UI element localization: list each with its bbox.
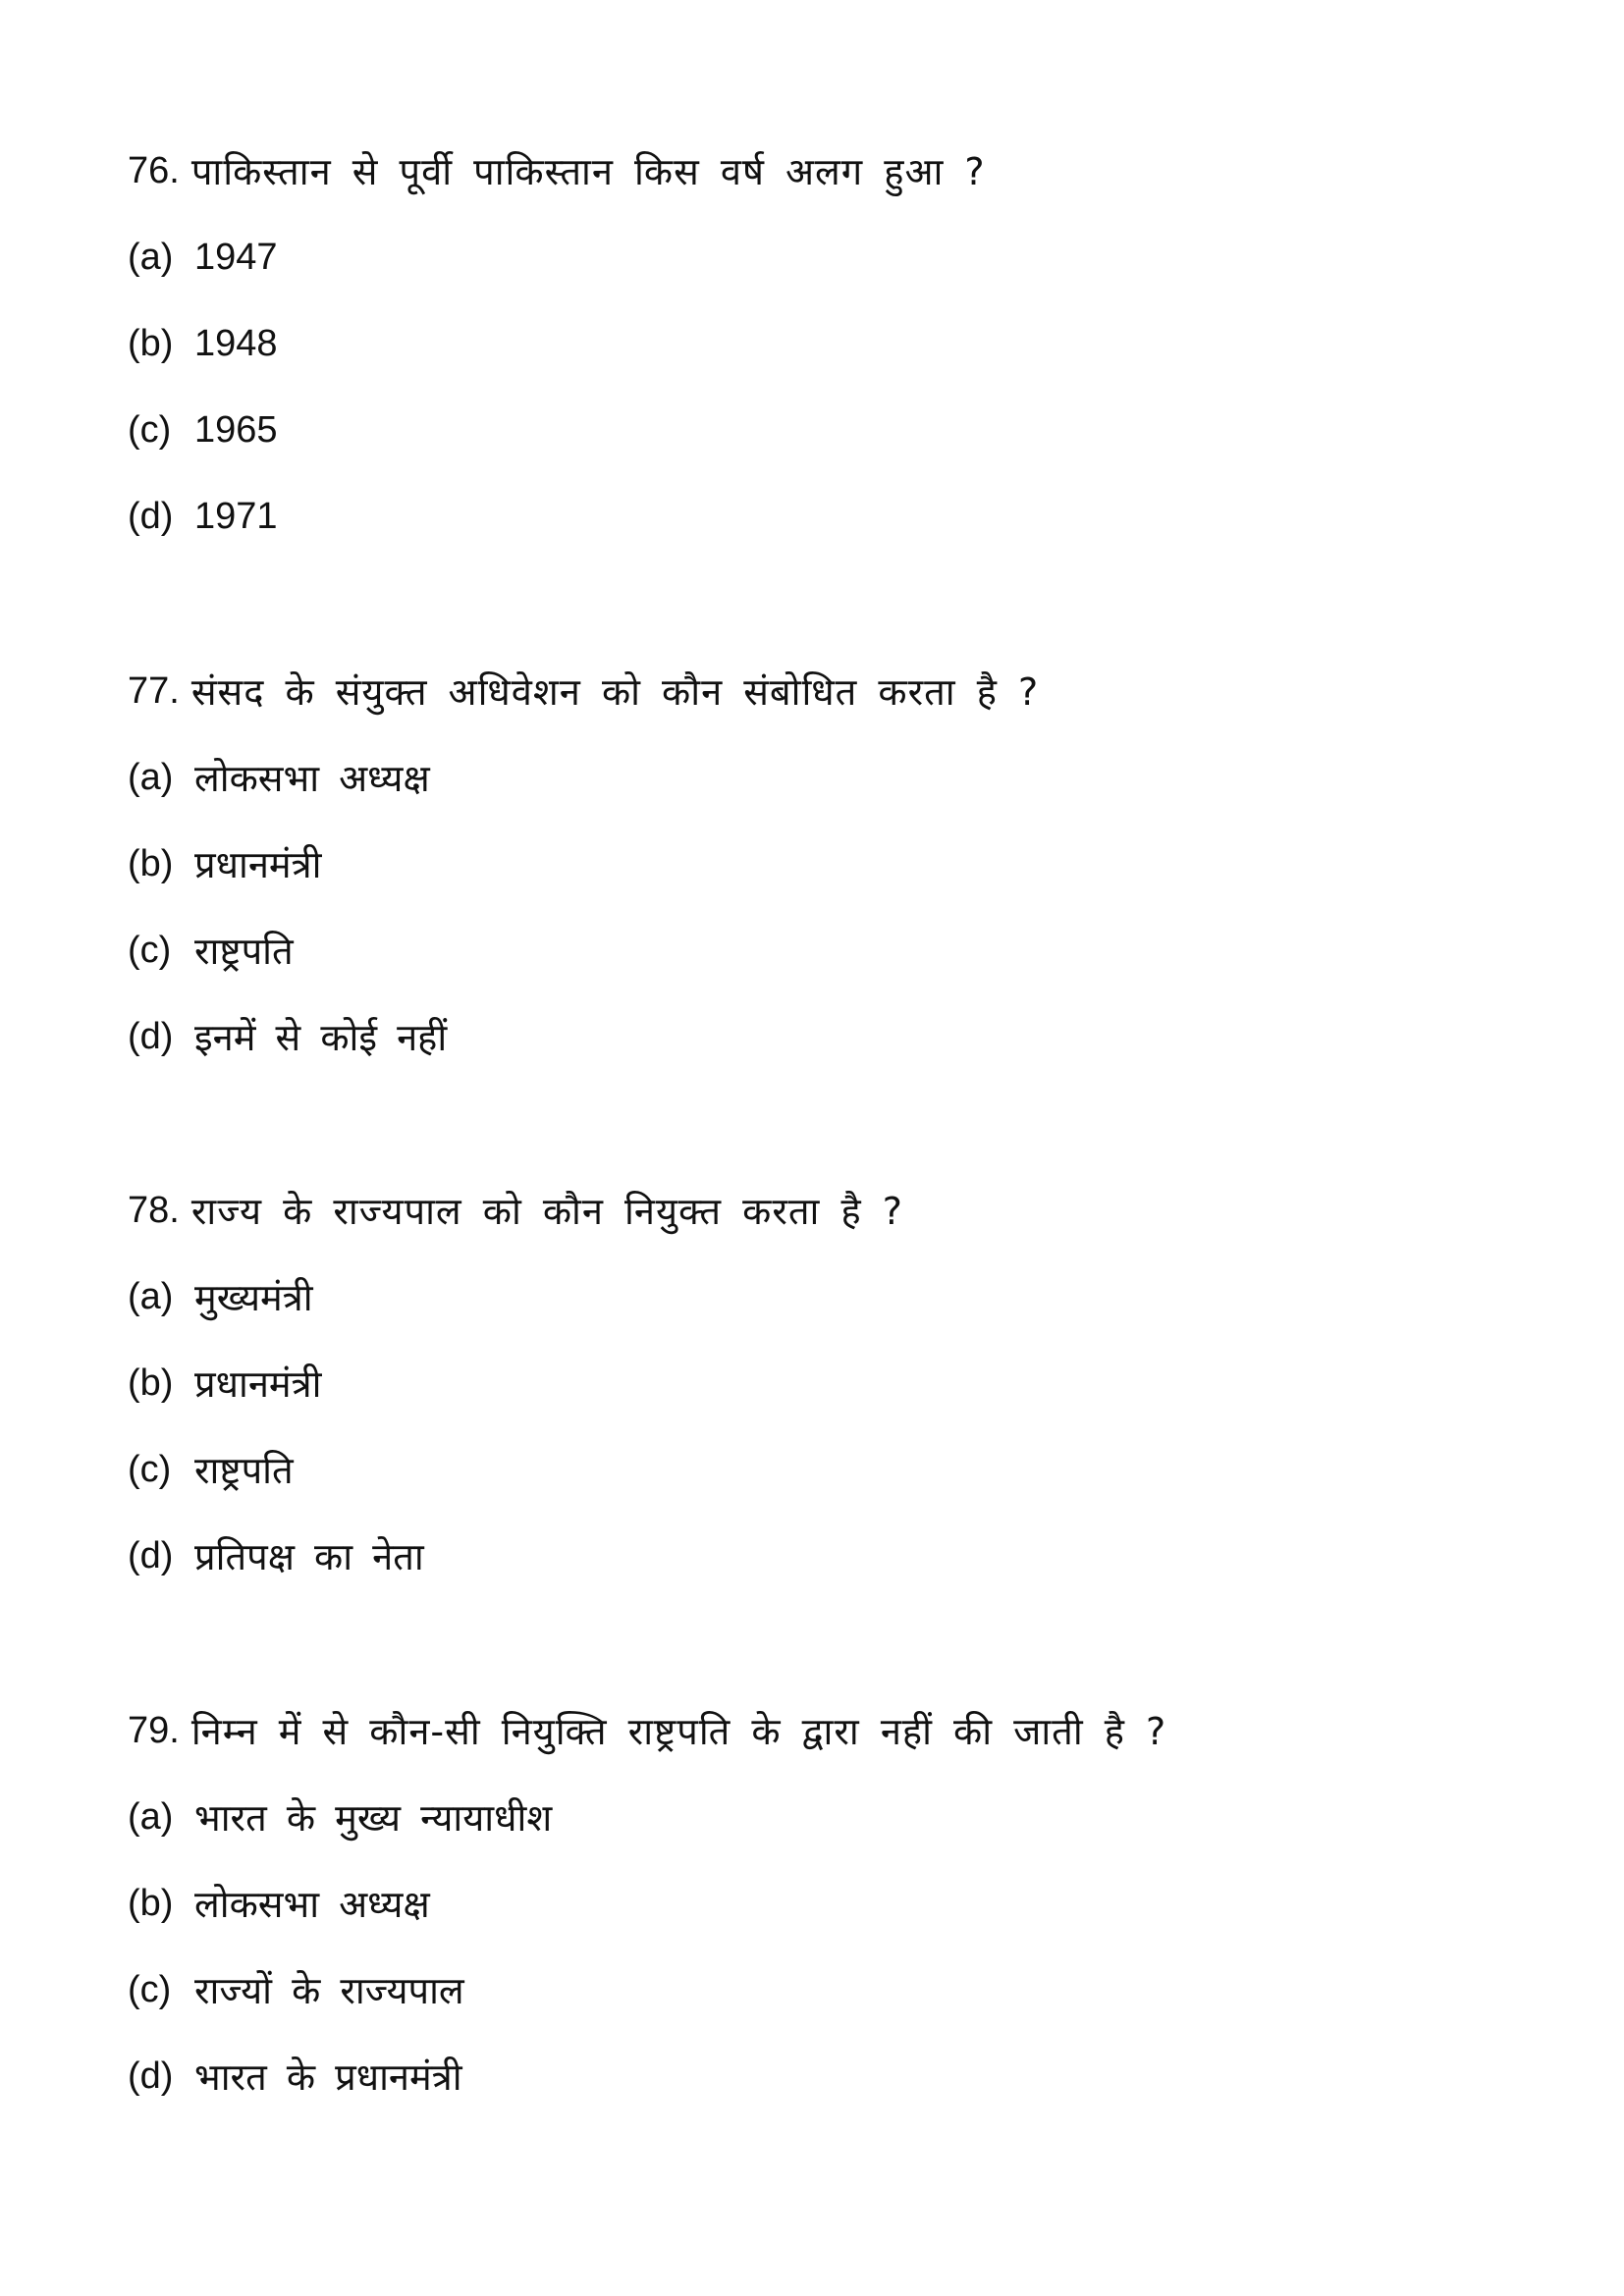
- question-text-line: [128, 1181, 1551, 1240]
- option-label: (d): [128, 1015, 174, 1057]
- option-b: [128, 834, 1551, 893]
- option-text: इनमें से कोई नहीं: [194, 1016, 448, 1059]
- option-label: (b): [128, 842, 174, 884]
- option-d: [128, 1526, 1551, 1585]
- question-number: 77.: [128, 669, 180, 712]
- question-number: 76.: [128, 149, 180, 191]
- option-label: (a): [128, 236, 174, 278]
- options-list: [128, 1788, 1551, 2106]
- option-text: लोकसभा अध्यक्ष: [194, 757, 430, 800]
- question-text-line: [128, 141, 1551, 200]
- option-c: [128, 921, 1551, 980]
- question-number: 78.: [128, 1189, 180, 1231]
- option-text: प्रधानमंत्री: [194, 843, 322, 886]
- question-text: संसद के संयुक्त अधिवेशन को कौन संबोधित करता है ?: [190, 670, 1040, 714]
- option-d: [128, 1007, 1551, 1066]
- options-list: [128, 1267, 1551, 1585]
- option-label: (d): [128, 1534, 174, 1576]
- option-c: [128, 1960, 1551, 2019]
- option-a: [128, 228, 1551, 287]
- question-text: निम्न में से कौन-सी नियुक्ति राष्ट्रपति के द्वारा नहीं की जाती है ?: [190, 1710, 1167, 1753]
- option-a: [128, 1788, 1551, 1846]
- option-a: [128, 748, 1551, 807]
- option-label: (c): [128, 1448, 172, 1490]
- option-b: [128, 1874, 1551, 1933]
- option-text: राष्ट्रपति: [194, 1449, 294, 1492]
- option-text: राष्ट्रपति: [194, 930, 294, 973]
- option-b: [128, 314, 1551, 373]
- option-text: लोकसभा अध्यक्ष: [194, 1883, 430, 1926]
- option-label: (a): [128, 1275, 174, 1317]
- option-text: मुख्यमंत्री: [194, 1276, 313, 1319]
- question-77: [128, 662, 1551, 1094]
- question-number: 79.: [128, 1709, 180, 1751]
- option-a: [128, 1267, 1551, 1326]
- option-label: (b): [128, 322, 174, 364]
- option-text: प्रतिपक्ष का नेता: [194, 1535, 424, 1578]
- option-c: [128, 400, 1551, 459]
- option-text: भारत के मुख्य न्यायाधीश: [194, 1796, 553, 1840]
- options-list: [128, 228, 1551, 546]
- option-label: (b): [128, 1882, 174, 1924]
- option-d: [128, 487, 1551, 546]
- option-label: (a): [128, 756, 174, 798]
- option-text: प्रधानमंत्री: [194, 1362, 322, 1406]
- question-text-line: [128, 1701, 1551, 1760]
- option-label: (c): [128, 408, 172, 451]
- option-label: (c): [128, 929, 172, 971]
- option-label: (d): [128, 2055, 174, 2097]
- question-78: [128, 1181, 1551, 1613]
- option-text: राज्यों के राज्यपाल: [194, 1969, 464, 2012]
- question-text-line: [128, 662, 1551, 721]
- question-text: राज्य के राज्यपाल को कौन नियुक्त करता है ?: [190, 1190, 903, 1233]
- option-label: (c): [128, 1968, 172, 2010]
- option-text: 1948: [194, 322, 278, 364]
- question-79: [128, 1701, 1551, 2133]
- option-text: 1947: [194, 236, 278, 278]
- option-label: (d): [128, 495, 174, 537]
- option-text: 1971: [194, 495, 278, 537]
- question-76: [128, 141, 1551, 573]
- option-text: भारत के प्रधानमंत्री: [194, 2056, 462, 2099]
- options-list: [128, 748, 1551, 1066]
- option-text: 1965: [194, 408, 278, 451]
- question-text: पाकिस्तान से पूर्वी पाकिस्तान किस वर्ष अलग हुआ ?: [190, 150, 986, 193]
- option-b: [128, 1354, 1551, 1413]
- option-c: [128, 1440, 1551, 1499]
- option-d: [128, 2047, 1551, 2106]
- option-label: (a): [128, 1795, 174, 1838]
- option-label: (b): [128, 1362, 174, 1404]
